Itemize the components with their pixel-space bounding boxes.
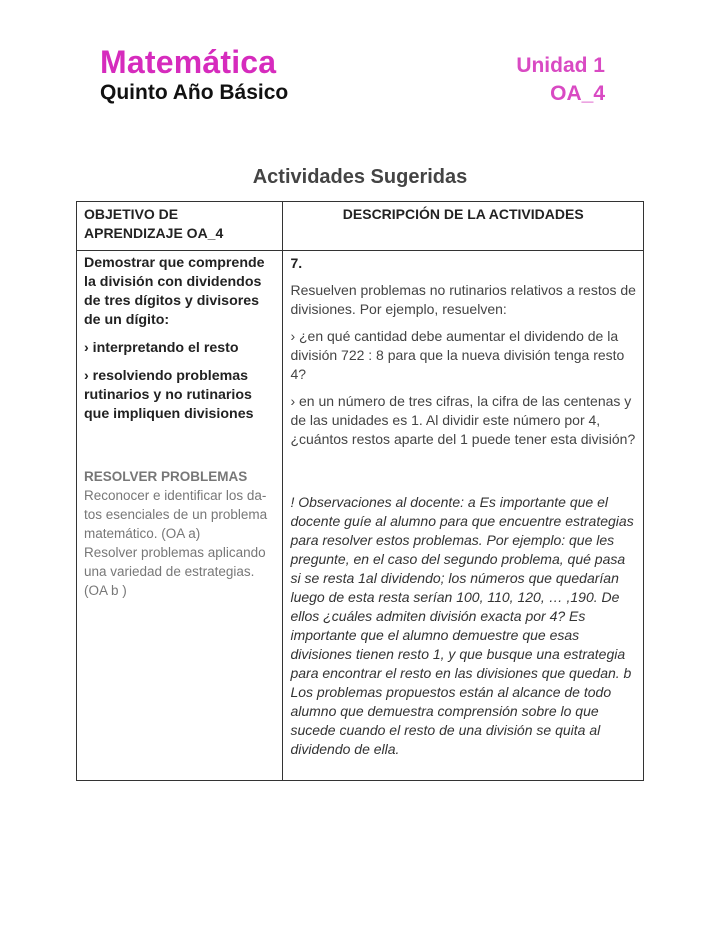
section-title: Actividades Sugeridas — [252, 166, 468, 188]
document-header-left — [100, 42, 288, 106]
teacher-observations: ! Observaciones al docente: a Es importante que el docente guíe al alumno para que encuentre estrategias para resolver estos problemas. Por ejemplo: que les pregunte, en el caso del segundo problema, qué pasa si se resta 1al dividendo; los números que quedarían luego de esta resta serían 100, 110, 120, … ,190. De ellos ¿cuáles admiten división exacta por 4? Es importante que el alumno demuestre que esas divisiones tienen resto 1, y que busque una estrategia para encontrar el resto en las divisiones que quedan. b Los problemas propuestos están al alcance de todo alumno que demuestra comprensión sobre lo que sucede cuando el resto de una división se quita al dividendo de ella. — [290, 494, 634, 757]
grade-level: Quinto Año Básico — [100, 81, 289, 104]
unit-label: Unidad 1 — [516, 54, 605, 77]
objective-header: OBJETIVO DE APRENDIZAJE OA_4 — [77, 202, 283, 251]
skill-box — [84, 467, 275, 600]
objective-cell — [77, 251, 283, 781]
table-header-row — [77, 202, 644, 251]
document-header-right — [516, 52, 605, 108]
skill-line: Reconocer e identificar los da-tos esenciales de un problema matemático. (OA a) — [84, 488, 268, 541]
table-row — [77, 251, 644, 781]
objective-intro: Demostrar que comprende la división con dividendos de tres dígitos y divisores de un dígito: — [84, 255, 265, 328]
activity-intro: Resuelven problemas no rutinarios relativos a restos de divisiones. Por ejemplo, resuelven: — [290, 282, 636, 317]
activity-number: 7. — [290, 255, 303, 271]
skill-title: RESOLVER PROBLEMAS — [84, 469, 248, 484]
activity-cell — [283, 251, 644, 781]
objective-bullet: › interpretando el resto — [84, 340, 239, 356]
activity-question: › en un número de tres cifras, la cifra de las centenas y de las unidades es 1. Al dividir este número por 4, ¿cuántos restos aparte del 1 puede tener esta división? — [290, 393, 636, 447]
skill-line: Resolver problemas aplicando una variedad de estrategias. (OA b ) — [84, 545, 266, 598]
objective-bullet: › resolviendo problemas rutinarios y no rutinarios que impliquen divisiones — [84, 368, 254, 422]
subject-title: Matemática — [100, 44, 277, 80]
description-header: DESCRIPCIÓN DE LA ACTIVIDADES — [283, 202, 644, 251]
activity-question: › ¿en qué cantidad debe aumentar el dividendo de la división 722 : 8 para que la nueva división tenga resto 4? — [290, 328, 625, 382]
oa-label: OA_4 — [550, 82, 605, 105]
activities-table — [76, 201, 644, 781]
